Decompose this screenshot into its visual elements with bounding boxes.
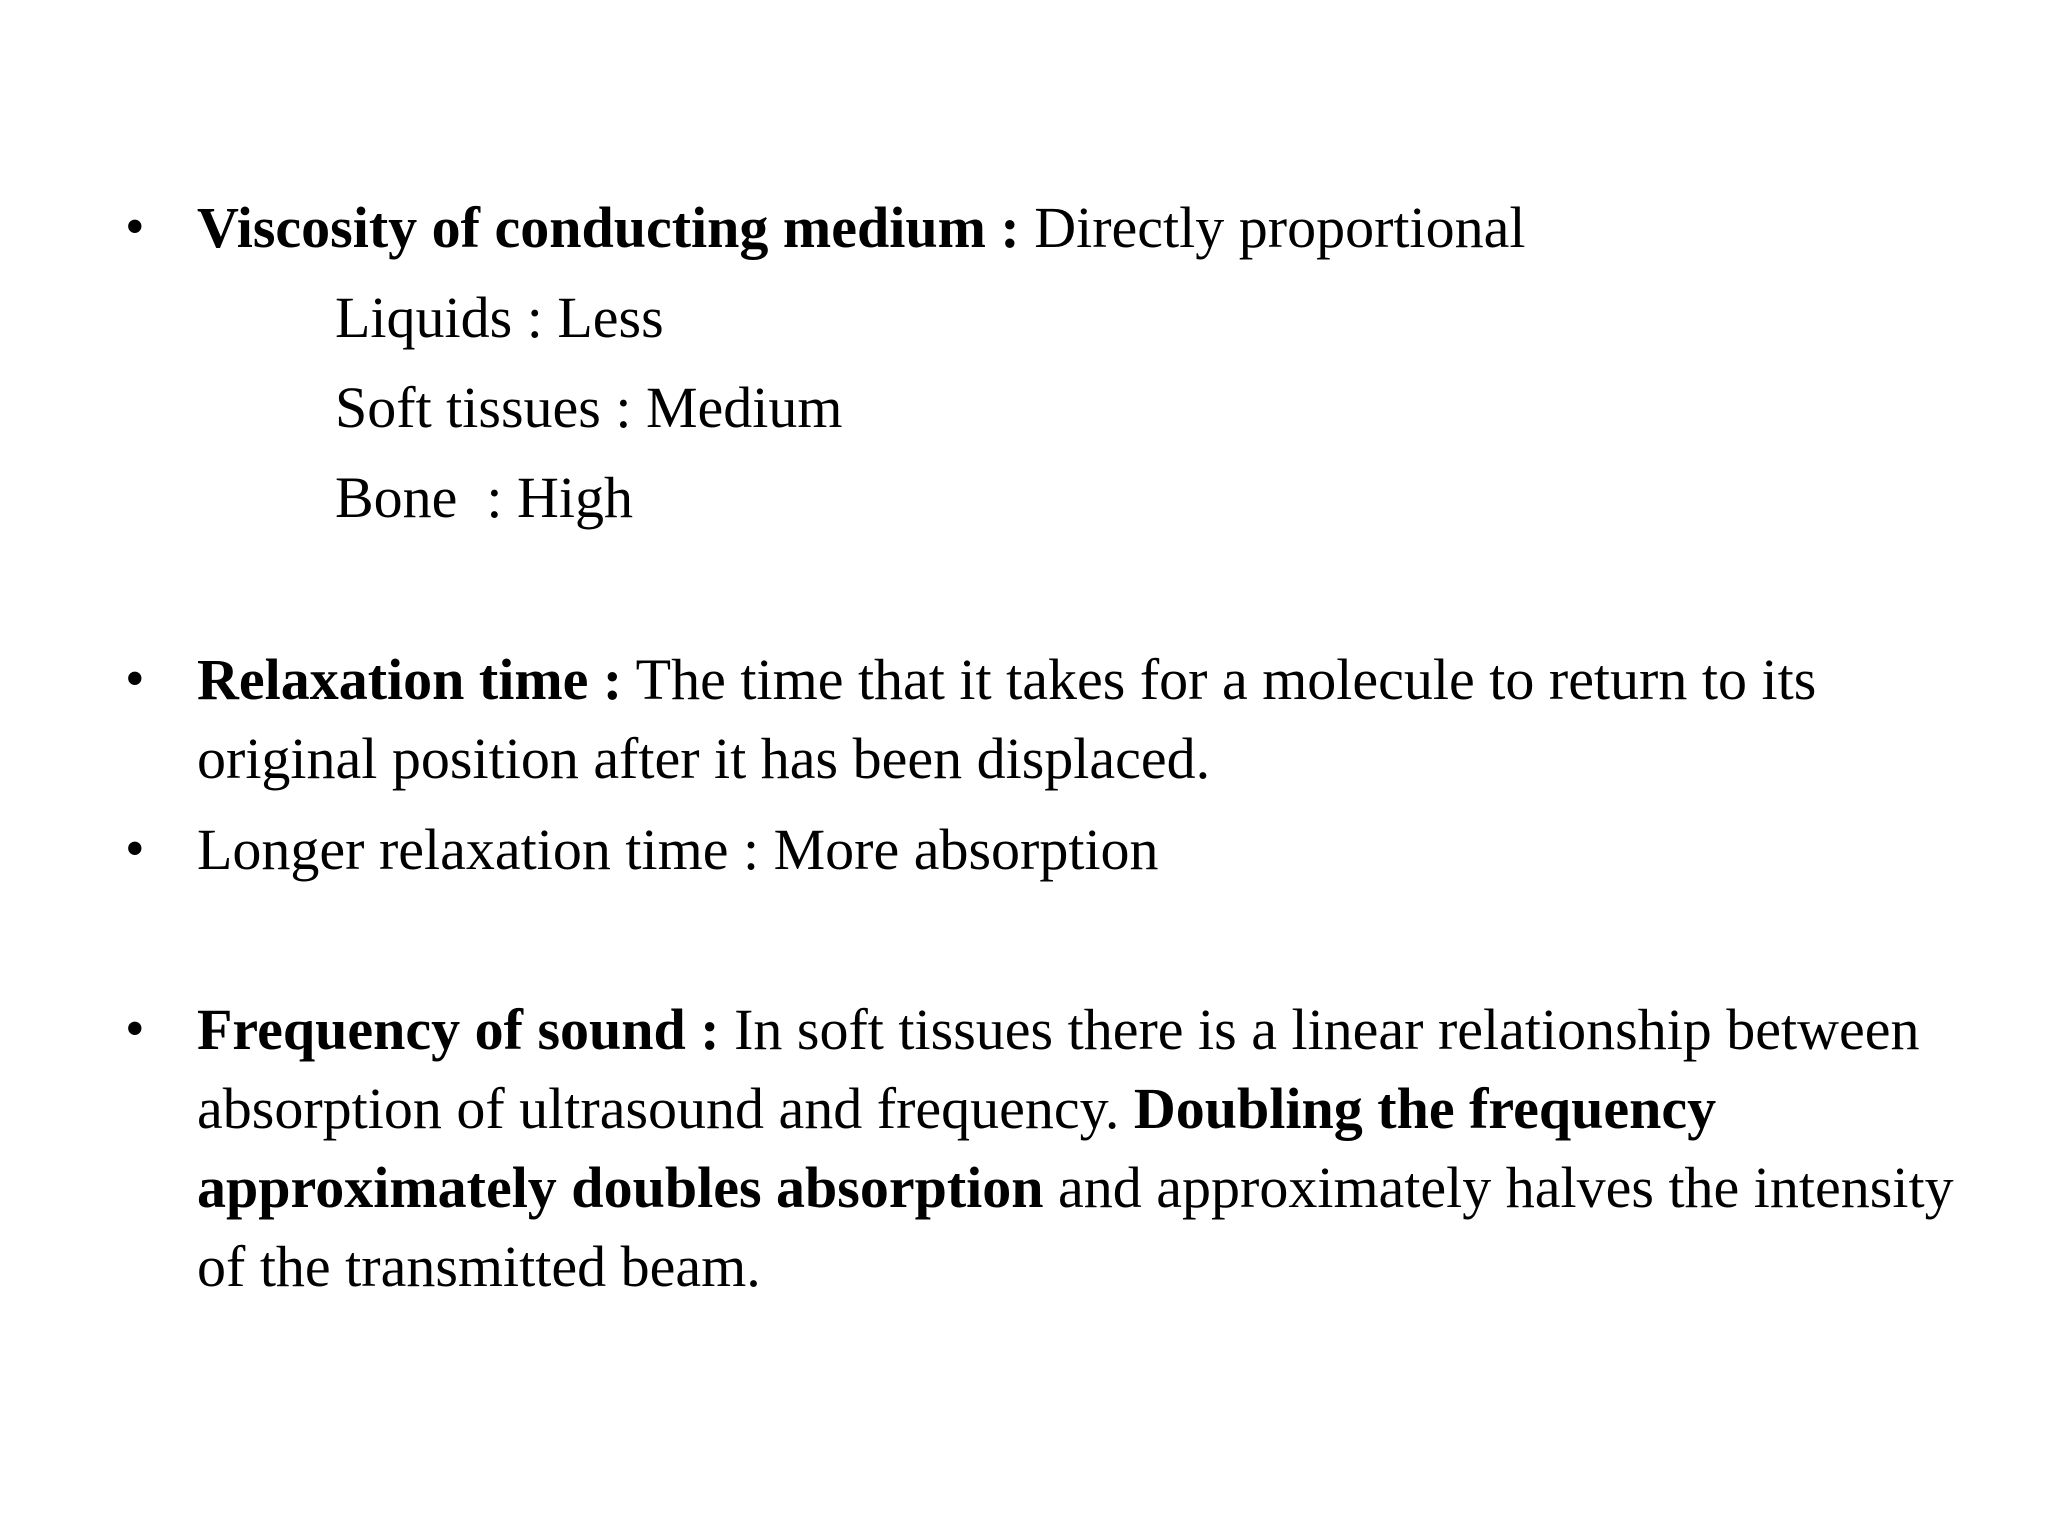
bullet-marker: • xyxy=(125,648,145,710)
relaxation-desc: The time that it takes for a molecule to return to its original position after it has been displaced. xyxy=(197,647,1817,791)
frequency-desc: In soft tissues there is a linear relationship between absorption of ultrasound and frequency. xyxy=(197,997,1920,1141)
bullet-relaxation xyxy=(197,640,1967,798)
term-frequency: Frequency of sound : xyxy=(197,997,720,1062)
sub-item-soft-tissues: Soft tissues : Medium xyxy=(335,375,843,440)
bullet-longer-relaxation: Longer relaxation time : More absorption xyxy=(197,817,1159,882)
frequency-desc-end: and approximately halves the intensity of the transmitted beam. xyxy=(197,1155,1954,1299)
sub-item-bone: Bone : High xyxy=(335,465,634,530)
viscosity-desc: Directly proportional xyxy=(1019,195,1526,260)
bullet-marker: • xyxy=(125,818,145,880)
frequency-emphasis: Doubling the frequency approximately doubles absorption xyxy=(197,1076,1717,1220)
bullet-marker: • xyxy=(125,196,145,258)
term-viscosity: Viscosity of conducting medium : xyxy=(197,195,1020,260)
term-relaxation: Relaxation time : xyxy=(197,647,623,712)
bullet-frequency xyxy=(197,990,1967,1306)
sub-item-liquids: Liquids : Less xyxy=(335,285,664,350)
bullet-marker: • xyxy=(125,998,145,1060)
bullet-viscosity xyxy=(197,188,1967,267)
